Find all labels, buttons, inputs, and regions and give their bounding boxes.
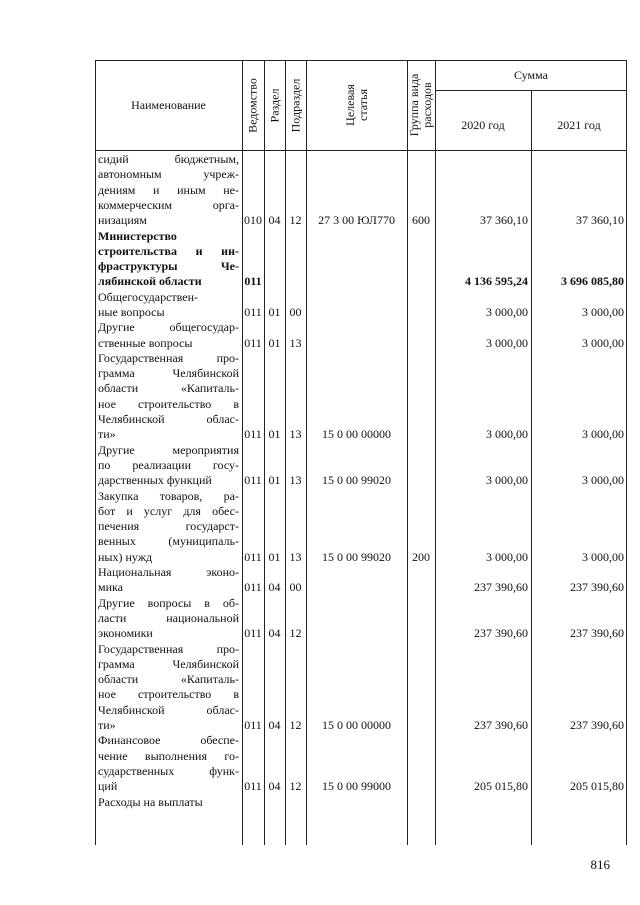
- row-target: 15 0 00 00000: [322, 427, 391, 442]
- row-target: 15 0 00 99000: [322, 779, 391, 794]
- row-subsection: 13: [289, 549, 302, 564]
- row-dept: 011: [244, 335, 262, 350]
- row-name-line: Национальная эконо-: [98, 565, 239, 580]
- header-target: Целевая статья: [342, 84, 370, 126]
- row-value-2021: 3 000,00: [582, 427, 624, 442]
- row-subsection: 13: [289, 427, 302, 442]
- row-name-line: сударственных функ-: [98, 763, 239, 778]
- row-value-2020: 237 390,60: [474, 626, 528, 641]
- row-name-line: грамма Челябинской: [98, 366, 239, 381]
- header-sum: Сумма: [514, 68, 548, 82]
- row-name-line: ласти национальной: [98, 610, 239, 625]
- row-value-2021: 3 000,00: [582, 305, 624, 319]
- row-dept: 011: [244, 718, 262, 733]
- row-name: [98, 229, 239, 290]
- row-name-line: ственные вопросы: [98, 335, 193, 350]
- row-name: [98, 733, 239, 794]
- row-value-2020: 237 390,60: [474, 718, 528, 733]
- row-value-2020: 3 000,00: [486, 549, 528, 564]
- row-name: [98, 596, 239, 642]
- row-name-line: низациям: [98, 213, 147, 228]
- row-name: [98, 320, 239, 351]
- row-section: 04: [268, 718, 281, 733]
- row-name-line: фраструктуры Че-: [98, 259, 239, 274]
- header-dept: Ведомство: [245, 77, 260, 133]
- page-number: 816: [590, 857, 610, 872]
- row-value-2021: 237 390,60: [570, 626, 624, 641]
- row-section: 01: [268, 549, 281, 564]
- row-dept: 011: [244, 274, 262, 289]
- row-name-line: Другие общегосудар-: [98, 320, 239, 335]
- row-value-2021: 205 015,80: [570, 779, 624, 794]
- row-target: 15 0 00 99020: [322, 549, 391, 564]
- row-subsection: 13: [289, 473, 302, 488]
- row-value-2021: 237 390,60: [570, 580, 624, 595]
- row-section: 01: [268, 335, 281, 350]
- header-group: Группа вида расходов: [407, 73, 434, 137]
- column-border: [626, 60, 627, 845]
- row-subsection: 00: [289, 580, 302, 595]
- row-name-line: Закупка товаров, ра-: [98, 488, 239, 503]
- row-name-line: дарственных функций: [98, 473, 212, 488]
- table-top-border: [95, 60, 627, 61]
- row-name-line: области «Капиталь-: [98, 381, 239, 396]
- row-name-line: венных (муниципаль-: [98, 534, 239, 549]
- row-name-line: Министерство: [98, 228, 177, 243]
- row-subsection: 12: [289, 626, 302, 641]
- header-2021: 2021 год: [557, 118, 601, 132]
- row-name-line: экономики: [98, 626, 153, 641]
- row-name-line: Финансовое обеспе-: [98, 733, 239, 748]
- row-name-line: бот и услуг для обес-: [98, 503, 239, 518]
- row-name-line: строительства и ин-: [98, 243, 239, 258]
- row-dept: 011: [244, 779, 262, 794]
- row-name-line: Другие вопросы в об-: [98, 595, 239, 610]
- row-value-2021: 3 000,00: [582, 473, 624, 488]
- row-value-2021: 3 000,00: [582, 335, 624, 350]
- row-section: 04: [268, 213, 281, 228]
- row-name-line: Государственная про-: [98, 641, 239, 656]
- row-value-2021: 3 000,00: [582, 549, 624, 564]
- row-value-2020: 205 015,80: [474, 779, 528, 794]
- header-section: Раздел: [267, 88, 281, 122]
- row-name-line: ное строительство в: [98, 396, 239, 411]
- row-subsection: 00: [289, 305, 302, 319]
- row-dept: 010: [244, 213, 262, 228]
- row-name-line: ные вопросы: [98, 304, 165, 319]
- row-name: [98, 642, 239, 734]
- row-value-2020: 4 136 595,24: [465, 274, 528, 289]
- row-dept: 011: [244, 305, 262, 319]
- row-name-line: коммерческим орга-: [98, 197, 239, 212]
- row-name-line: ций: [98, 779, 118, 794]
- header-name: Наименование: [131, 98, 206, 112]
- header-bottom-border: [95, 150, 627, 151]
- row-section: 01: [268, 427, 281, 442]
- row-subsection: 12: [289, 779, 302, 794]
- row-value-2021: 3 696 085,80: [561, 274, 624, 289]
- row-name-line: ных) нужд: [98, 549, 153, 564]
- row-section: 04: [268, 626, 281, 641]
- row-value-2021: 37 360,10: [576, 213, 624, 228]
- row-name-line: Другие мероприятия: [98, 442, 239, 457]
- row-value-2020: 37 360,10: [480, 213, 528, 228]
- row-name-line: по реализации госу-: [98, 457, 239, 472]
- row-subsection: 12: [289, 718, 302, 733]
- row-name: [98, 351, 239, 443]
- row-name-line: мика: [98, 580, 123, 595]
- row-name-line: Челябинской облас-: [98, 412, 239, 427]
- row-name: [98, 443, 239, 489]
- row-name-line: печения государст-: [98, 519, 239, 534]
- row-name-line: грамма Челябинской: [98, 656, 239, 671]
- row-name-line: Государственная про-: [98, 350, 239, 365]
- row-section: 04: [268, 779, 281, 794]
- header-subsection: Подраздел: [288, 78, 302, 132]
- row-value-2020: 3 000,00: [486, 473, 528, 488]
- row-name: [98, 489, 239, 565]
- row-name: [98, 795, 239, 810]
- row-name-line: сидий бюджетным,: [98, 152, 239, 166]
- row-group: 200: [412, 549, 430, 564]
- row-name-line: дениям и иным не-: [98, 182, 239, 197]
- row-dept: 011: [244, 580, 262, 595]
- row-name: [98, 290, 239, 321]
- row-dept: 011: [244, 626, 262, 641]
- row-subsection: 12: [289, 213, 302, 228]
- column-border: [95, 60, 96, 845]
- row-name-line: Общегосударствен-: [98, 289, 199, 304]
- row-value-2021: 237 390,60: [570, 718, 624, 733]
- row-name-line: ное строительство в: [98, 687, 239, 702]
- row-section: 04: [268, 580, 281, 595]
- row-target: 27 3 00 ЮЛ770: [318, 213, 395, 228]
- row-name-line: ти»: [98, 427, 116, 442]
- row-name-line: Расходы на выплаты: [98, 794, 203, 809]
- row-value-2020: 3 000,00: [486, 335, 528, 350]
- column-border: [407, 60, 408, 845]
- row-dept: 011: [244, 427, 262, 442]
- row-name-line: Челябинской облас-: [98, 702, 239, 717]
- row-group: 600: [412, 213, 430, 228]
- row-dept: 011: [244, 473, 262, 488]
- row-value-2020: 3 000,00: [486, 305, 528, 319]
- row-value-2020: 237 390,60: [474, 580, 528, 595]
- row-name-line: ти»: [98, 718, 116, 733]
- row-target: 15 0 00 99020: [322, 473, 391, 488]
- row-target: 15 0 00 00000: [322, 718, 391, 733]
- row-name: [98, 152, 239, 228]
- row-subsection: 13: [289, 335, 302, 350]
- row-name: [98, 565, 239, 596]
- row-name-line: автономным учреж-: [98, 167, 239, 182]
- row-value-2020: 3 000,00: [486, 427, 528, 442]
- row-name-line: области «Капиталь-: [98, 672, 239, 687]
- row-section: 01: [268, 305, 281, 319]
- row-name-line: чение выполнения го-: [98, 748, 239, 763]
- row-section: 01: [268, 473, 281, 488]
- row-dept: 011: [244, 549, 262, 564]
- row-name-line: лябинской области: [98, 274, 202, 289]
- header-2020: 2020 год: [461, 118, 505, 132]
